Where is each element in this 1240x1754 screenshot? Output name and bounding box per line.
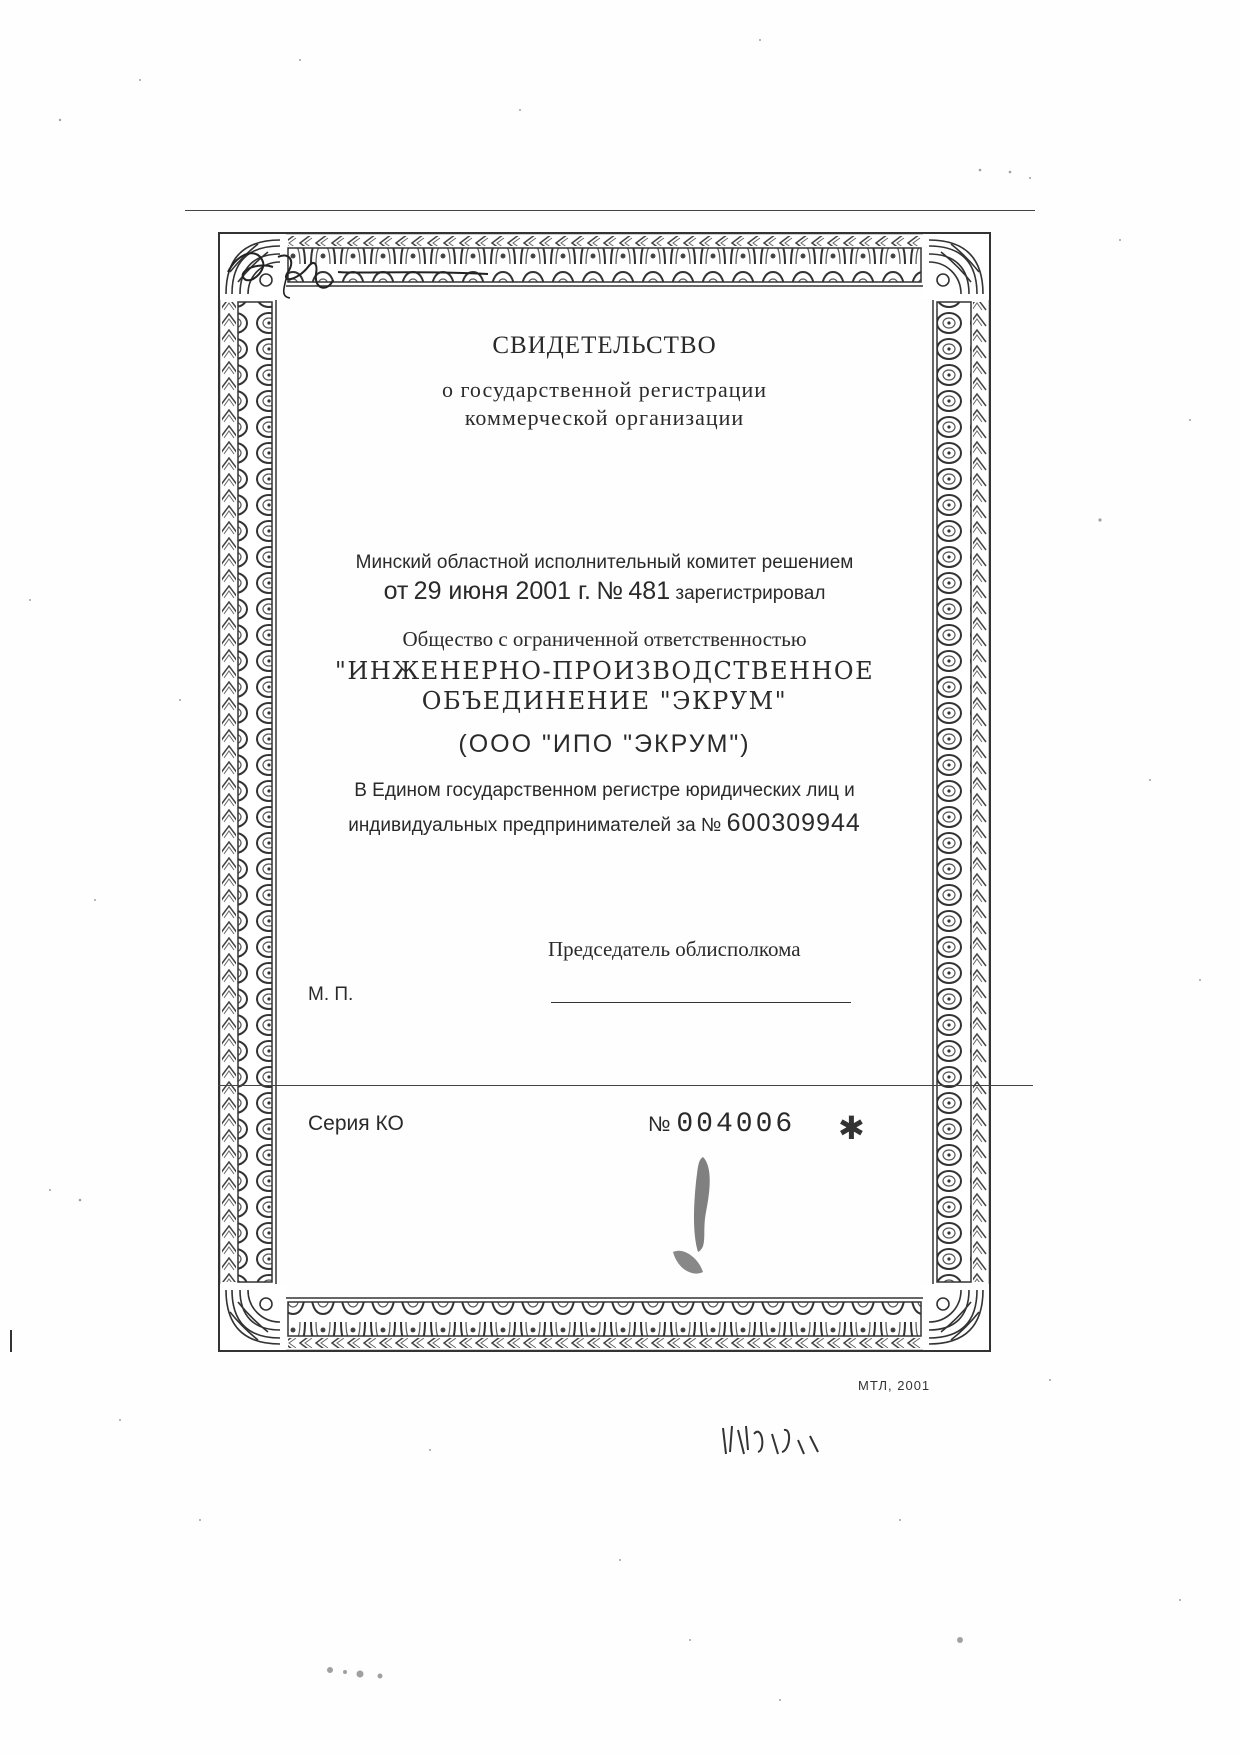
- registry-text-prefix: индивидуальных предпринимателей за: [348, 815, 696, 836]
- decision-number-label: №: [596, 577, 624, 605]
- certificate-number: [648, 1109, 795, 1140]
- registered-text: зарегистрировал: [675, 583, 826, 604]
- edge-mark: [10, 1330, 12, 1352]
- organization-name-line2: ОБЪЕДИНЕНИЕ "ЭКРУМ": [421, 687, 788, 715]
- decision-number: 481: [628, 577, 671, 605]
- decision-date-line: [218, 577, 991, 606]
- organization-name-line1: "ИНЖЕНЕРНО-ПРОИЗВОДСТВЕННОЕ: [334, 657, 875, 685]
- printer-mark: МТЛ, 2001: [858, 1378, 931, 1393]
- certificate-title: СВИДЕТЕЛЬСТВО: [492, 332, 717, 359]
- organization-type: Общество с ограниченной ответственностью: [402, 627, 807, 651]
- middle-horizontal-rule: [218, 1085, 1033, 1086]
- certificate-subtitle-line1: о государственной регистрации: [441, 377, 768, 402]
- seal-place-label: М. П.: [308, 984, 354, 1005]
- certificate-number-label: №: [648, 1113, 671, 1136]
- signature-line: [551, 1002, 851, 1003]
- registry-text-line1: В Едином государственном регистре юридических лиц и: [354, 780, 855, 801]
- star-mark: ✱: [838, 1110, 865, 1146]
- certificate-subtitle-line2: коммерческой организации: [464, 405, 745, 430]
- chairman-label: Председатель облисполкома: [548, 937, 801, 961]
- series-label: Серия КО: [308, 1112, 404, 1135]
- certificate-number-value: 004006: [676, 1109, 796, 1140]
- certificate-body: [218, 232, 991, 1352]
- stamp-smudge: [658, 1152, 738, 1282]
- decision-date: 29 июня 2001 г.: [413, 577, 592, 605]
- decision-text: Минский областной исполнительный комитет решением: [355, 552, 854, 573]
- registry-number: 600309944: [726, 809, 861, 837]
- top-horizontal-rule: [185, 210, 1035, 211]
- signature-icon: [218, 232, 498, 302]
- handwritten-mark-icon: [718, 1420, 838, 1460]
- certificate-frame: [218, 232, 991, 1352]
- organization-short-name: (ООО "ИПО "ЭКРУМ"): [458, 730, 751, 758]
- date-prefix: от: [383, 577, 409, 605]
- registry-number-label: №: [700, 815, 722, 836]
- registry-text-line2: [218, 809, 991, 838]
